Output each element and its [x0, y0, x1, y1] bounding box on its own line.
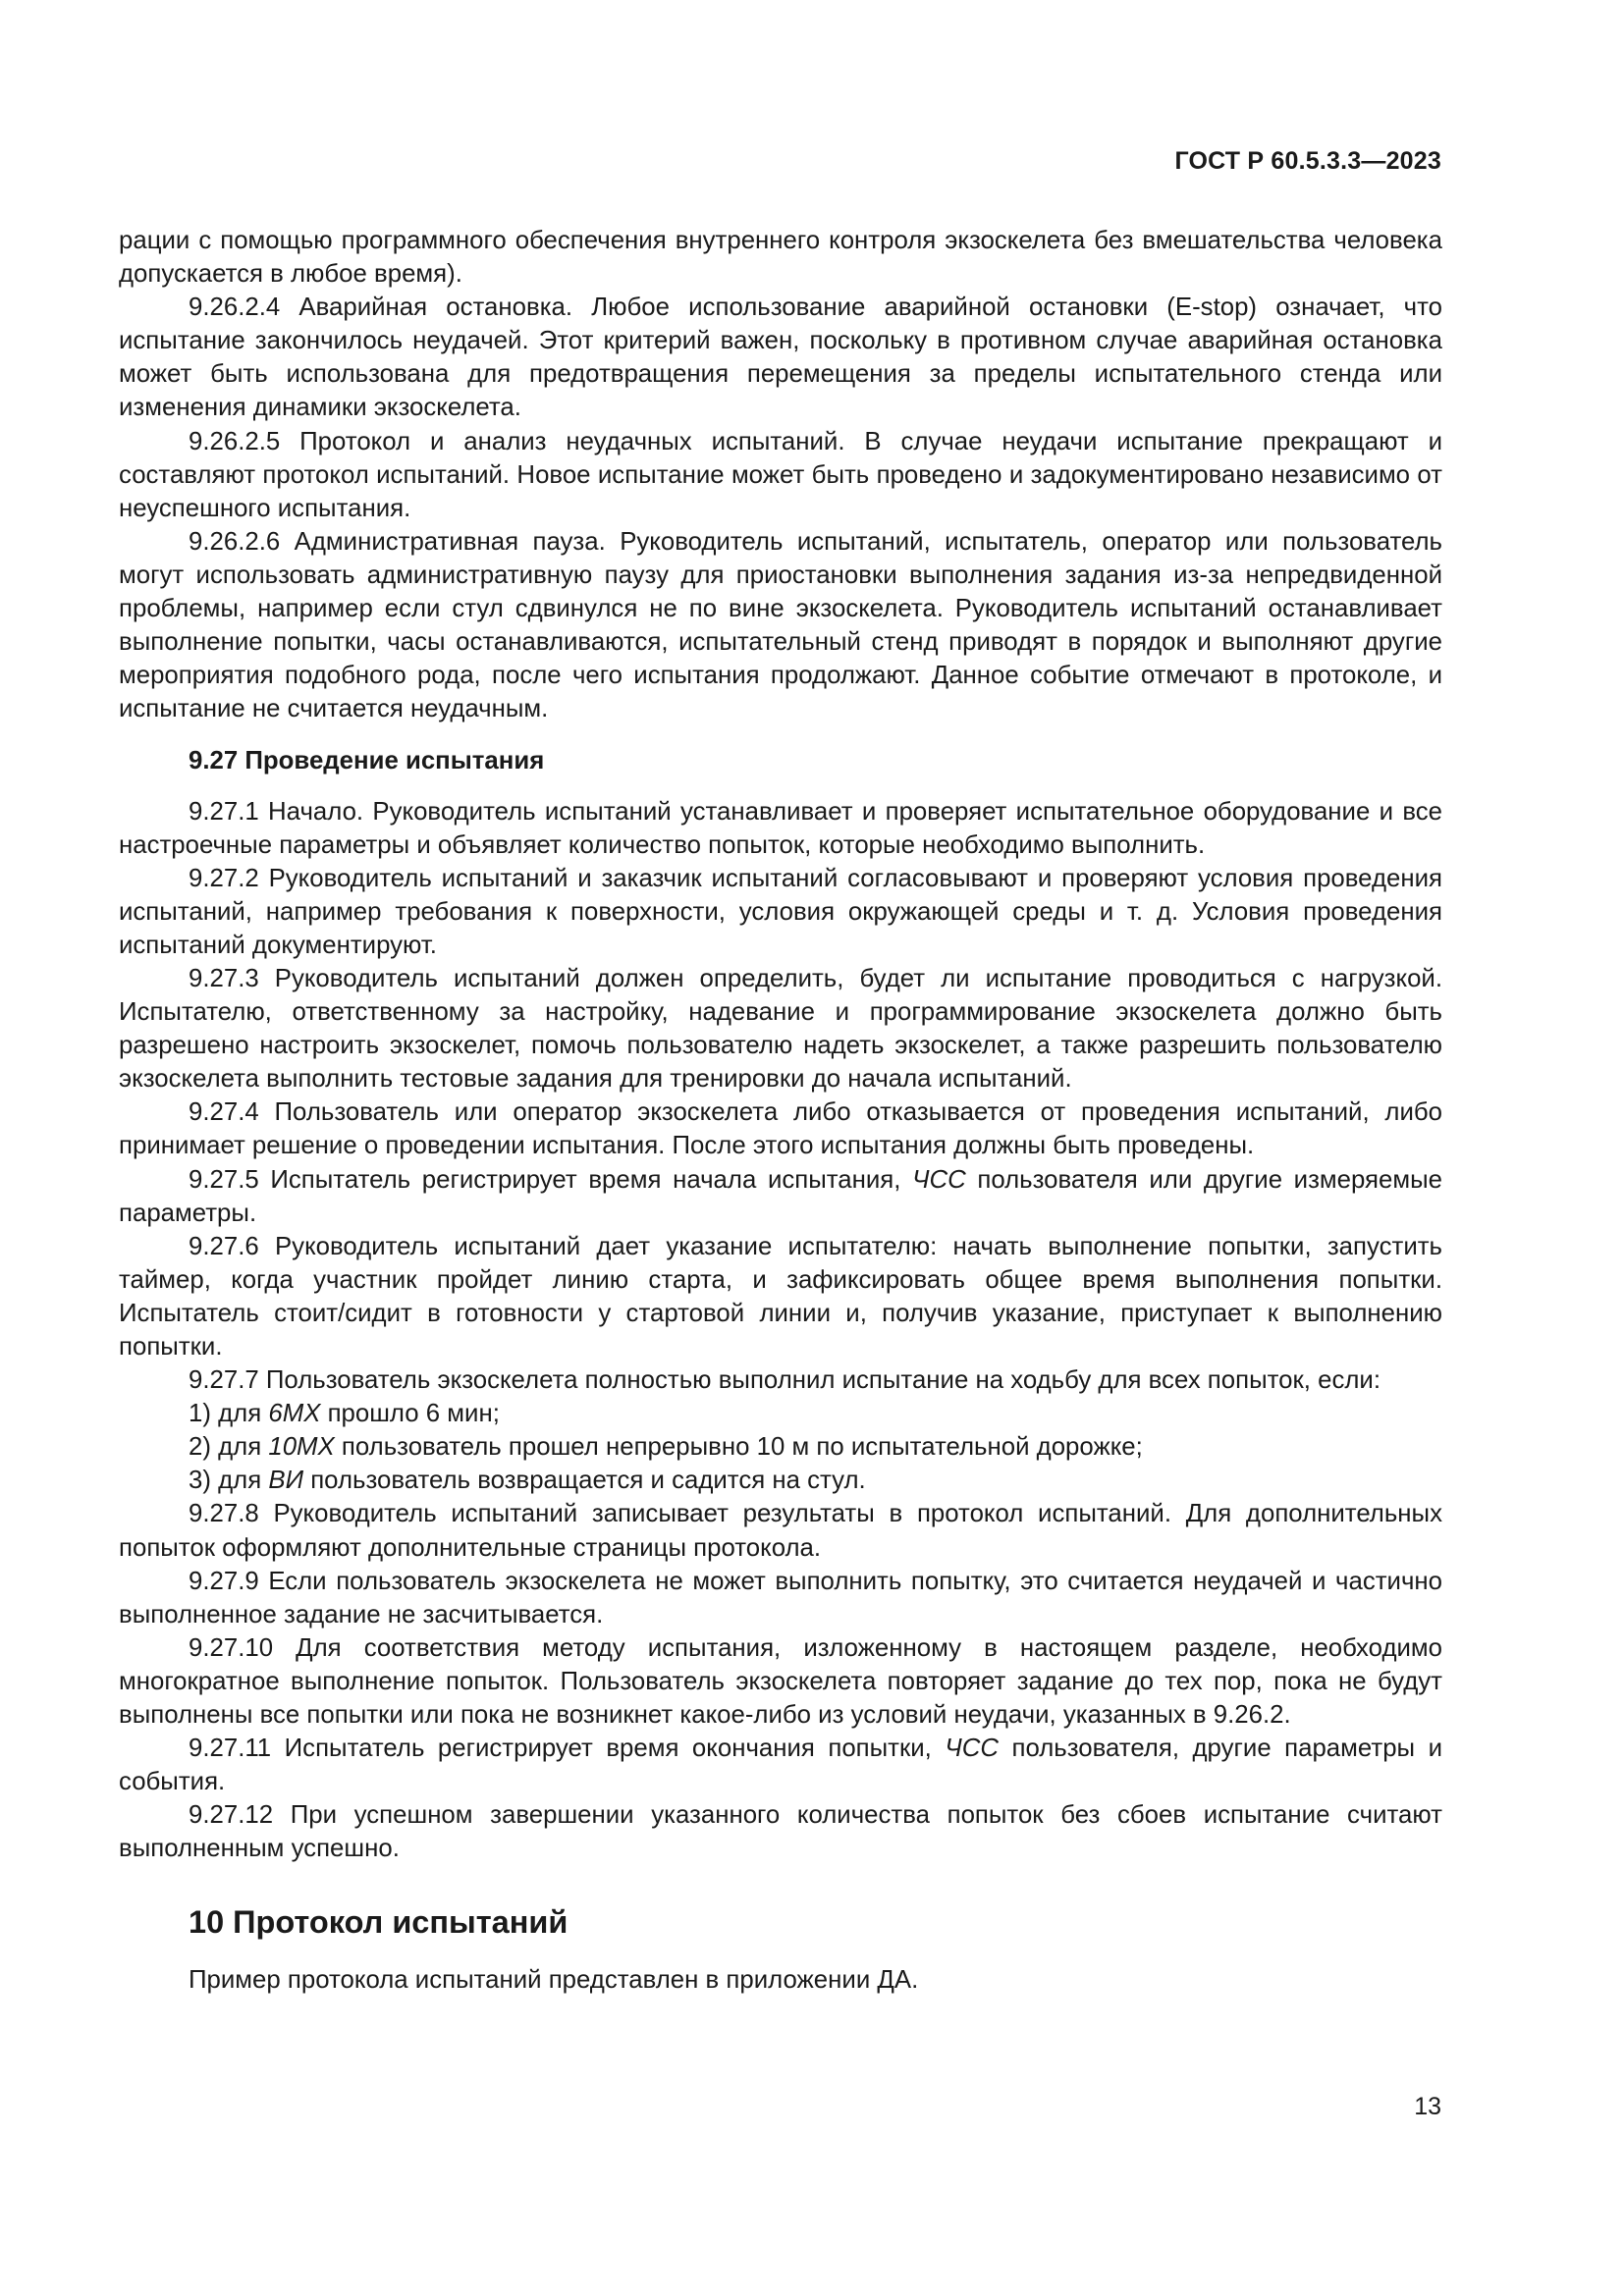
section-heading-9-27: 9.27 Проведение испытания [189, 747, 545, 775]
paragraph-9-27-10: 9.27.10 Для соответствия методу испытания, изложенному в настоящем разделе, необходимо многократное выполнение попыток. Пользователь экзоскелета повторяет задание до тех пор, пока не будут выполнены все попытки или пока не возникнет какое-либо из условий неудачи, указанных в 9.26.2. [119, 1633, 1442, 1730]
paragraph-9-27-9: 9.27.9 Если пользователь экзоскелета не может выполнить попытку, это считается неудачей и частично выполненное задание не засчитывается. [119, 1567, 1442, 1629]
page-number: 13 [1414, 2093, 1441, 2120]
list-item-1-emphasis: 6МХ [268, 1400, 321, 1428]
list-item-2-emphasis: 10МХ [268, 1433, 335, 1462]
list-item-3-text-a: 3) для [189, 1467, 269, 1495]
paragraph-9-27-11-text-a: 9.27.11 Испытатель регистрирует время окончания попытки, [189, 1735, 946, 1763]
paragraph-9-27-11-text-b: пользователя, другие параметры и события. [119, 1735, 1442, 1796]
paragraph-9-27-11-emphasis: ЧСС [945, 1735, 999, 1763]
paragraph-9-26-2-5: 9.26.2.5 Протокол и анализ неудачных испытаний. В случае неудачи испытание прекращают и составляют протокол испытаний. Новое испытание может быть проведено и задокументировано независимо от неуспешного испытания. [119, 427, 1442, 522]
paragraph-9-27-3: 9.27.3 Руководитель испытаний должен определить, будет ли испытание проводиться с нагрузкой. Испытателю, ответственному за настройку, надевание и программирование экзоскелета должно быть разрешено настроить экзоскелет, помочь пользователю надеть экзоскелет, а также разрешить пользователю экзоскелета выполнить тестовые задания для тренировки до начала испытаний. [119, 964, 1442, 1094]
document-body [119, 224, 1442, 1997]
paragraph-10: Пример протокола испытаний представлен в приложении ДА. [189, 1965, 919, 1994]
paragraph-9-27-5-text-a: 9.27.5 Испытатель регистрирует время начала испытания, [189, 1165, 913, 1194]
paragraph-9-27-7: 9.27.7 Пользователь экзоскелета полностью выполнил испытание на ходьбу для всех попыток, если: [189, 1366, 1380, 1395]
paragraph-9-27-5-text-b: пользователя или другие измеряемые параметры. [119, 1165, 1442, 1227]
paragraph-9-26-2-4: 9.26.2.4 Аварийная остановка. Любое использование аварийной остановки (E-stop) означает, что испытание закончилось неудачей. Этот критерий важен, поскольку в противном случае аварийная остановка может быть использована для предотвращения перемещения за пределы испытательного стенда или изменения динамики экзоскелета. [119, 294, 1442, 422]
list-item [119, 1464, 1442, 1497]
paragraph-9-27-12: 9.27.12 При успешном завершении указанного количества попыток без сбоев испытание считают выполненным успешно. [119, 1801, 1442, 1863]
paragraph-9-27-5-emphasis: ЧСС [912, 1165, 966, 1194]
list-item-3-emphasis: ВИ [268, 1467, 304, 1495]
paragraph-9-27-4: 9.27.4 Пользователь или оператор экзоскелета либо отказывается от проведения испытаний, либо принимает решение о проведении испытания. После этого испытания должны быть проведены. [119, 1098, 1442, 1160]
list-item-2-text-b: пользователь прошел непрерывно 10 м по испытательной дорожке; [334, 1433, 1143, 1462]
paragraph-9-27-2: 9.27.2 Руководитель испытаний и заказчик испытаний согласовывают и проверяют условия проведения испытаний, например требования к поверхности, условия окружающей среды и т. д. Условия проведения испытаний документируют. [119, 864, 1442, 959]
paragraph-9-26-2-6: 9.26.2.6 Административная пауза. Руководитель испытаний, испытатель, оператор или пользователь могут использовать административную паузу для приостановки выполнения задания из-за непредвиденной проблемы, например если стул сдвинулся не по вине экзоскелета. Руководитель испытаний останавливает выполнение попытки, часы останавливаются, испытательный стенд приводят в порядок и выполняют другие мероприятия подобного рода, после чего испытания продолжают. Данное событие отмечают в протоколе, и испытание не считается неудачным. [119, 527, 1442, 723]
document-header-code: ГОСТ Р 60.5.3.3—2023 [1174, 147, 1441, 175]
list-item-2-text-a: 2) для [189, 1433, 269, 1462]
paragraph-9-27-6: 9.27.6 Руководитель испытаний дает указание испытателю: начать выполнение попытки, запустить таймер, когда участник пройдет линию старта, и зафиксировать общее время выполнения попытки. Испытатель стоит/сидит в готовности у стартовой линии и, получив указание, приступает к выполнению попытки. [119, 1232, 1442, 1361]
list-item-1-text-b: прошло 6 мин; [320, 1400, 500, 1428]
paragraph-9-27-11 [119, 1732, 1442, 1798]
list-item-1-text-a: 1) для [189, 1400, 269, 1428]
list-item [119, 1430, 1442, 1464]
list-item-3-text-b: пользователь возвращается и садится на стул. [303, 1467, 866, 1495]
section-heading-10: 10 Протокол испытаний [189, 1903, 568, 1940]
paragraph-9-27-5 [119, 1163, 1442, 1230]
list-item [119, 1397, 1442, 1430]
paragraph-9-27-1: 9.27.1 Начало. Руководитель испытаний устанавливает и проверяет испытательное оборудование и все настроечные параметры и объявляет количество попыток, которые необходимо выполнить. [119, 797, 1442, 859]
paragraph-9-27-8: 9.27.8 Руководитель испытаний записывает результаты в протокол испытаний. Для дополнительных попыток оформляют дополнительные страницы протокола. [119, 1500, 1442, 1562]
paragraph-continuation: рации с помощью программного обеспечения внутреннего контроля экзоскелета без вмешательства человека допускается в любое время). [119, 227, 1442, 289]
